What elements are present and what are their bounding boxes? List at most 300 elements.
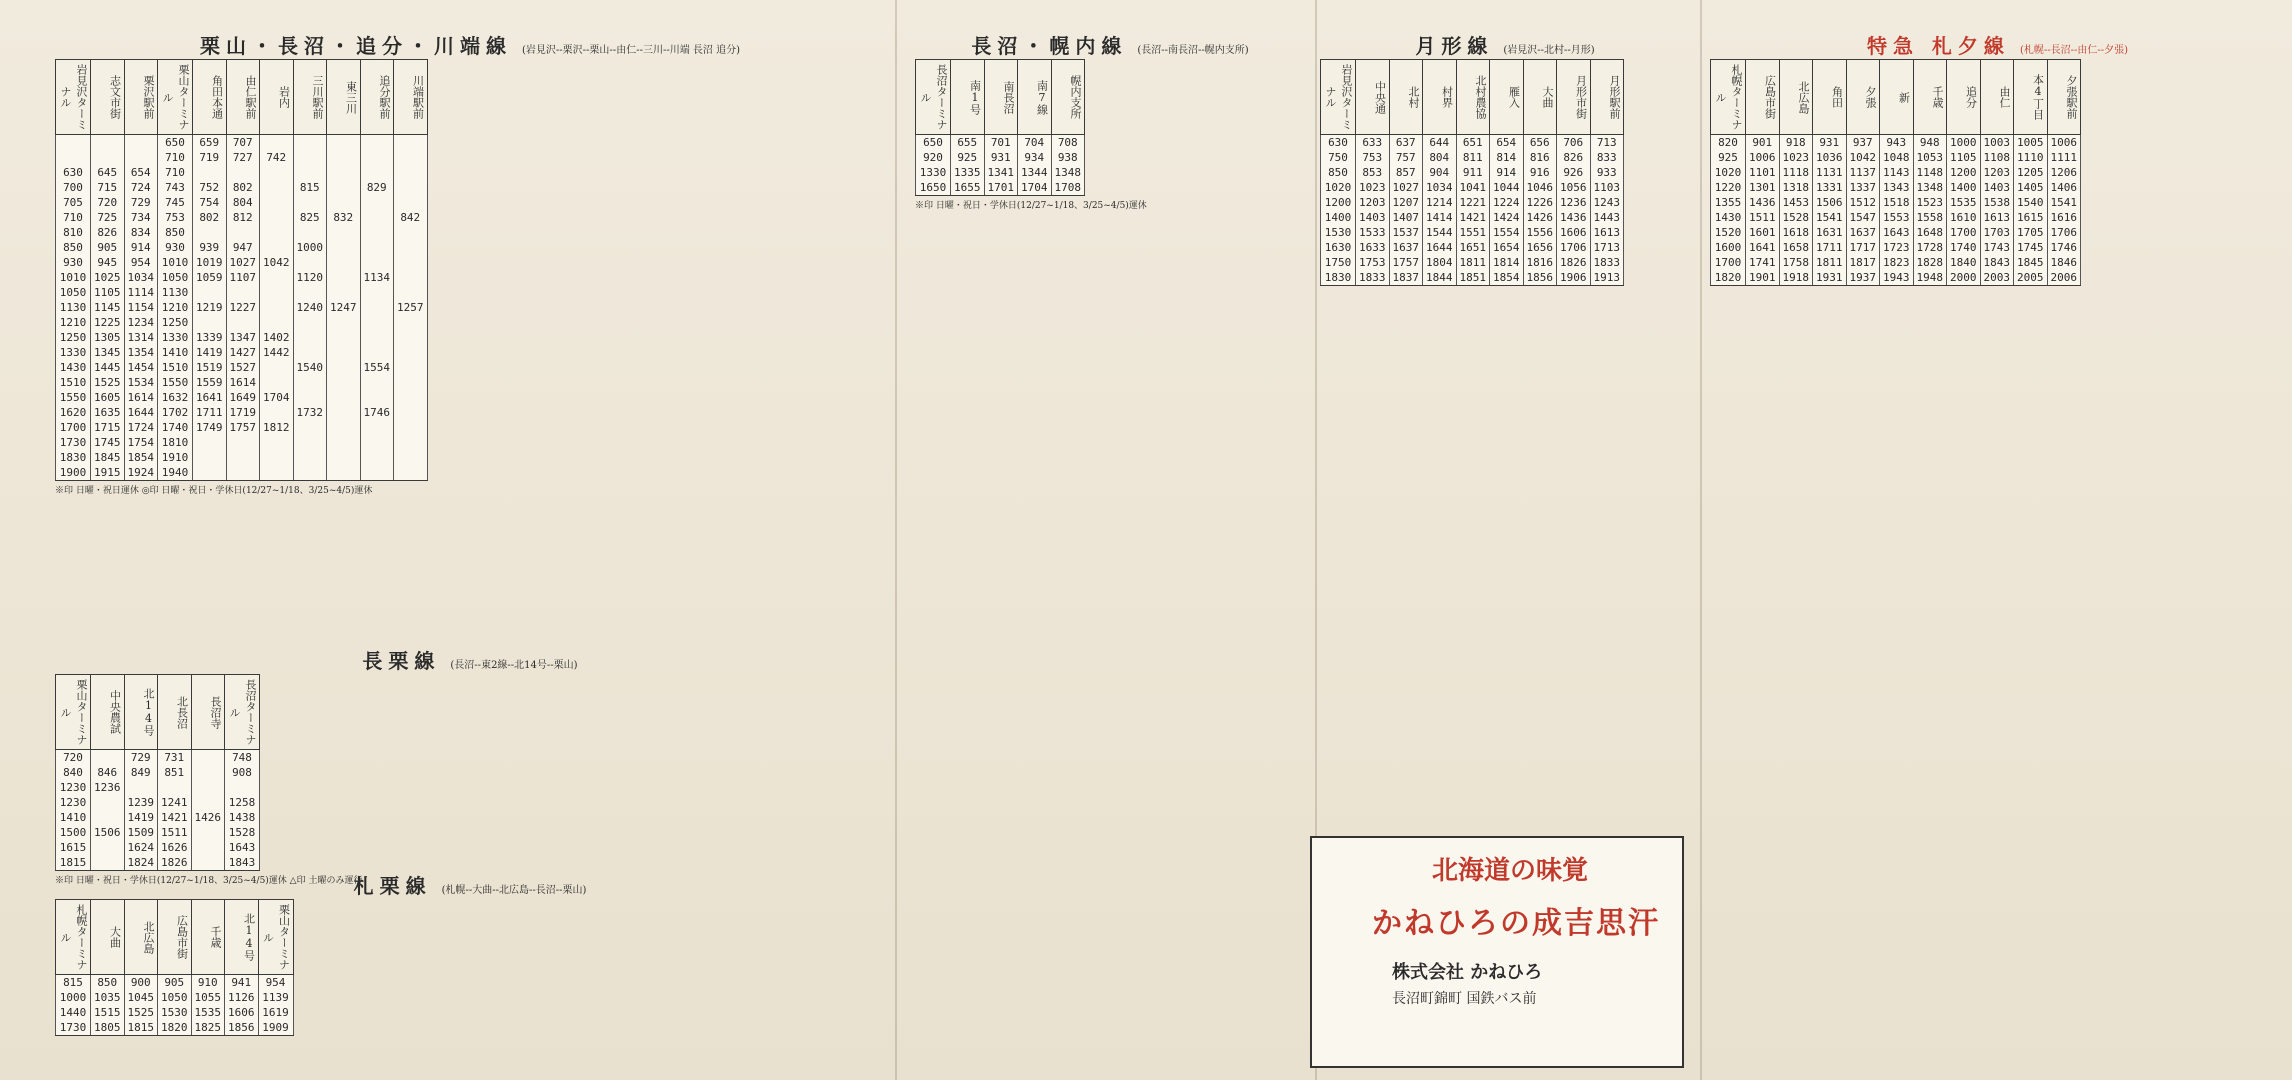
table-row (56, 750, 260, 766)
time-cell (327, 405, 361, 420)
table-row (916, 135, 1085, 151)
time-cell: 1700 (56, 420, 91, 435)
time-cell: 1538 (1980, 195, 2014, 210)
time-cell: 1619 (258, 1005, 293, 1020)
column-header: 岩見沢ターミナル (56, 60, 91, 135)
time-cell: 925 (951, 150, 985, 165)
time-cell: 1804 (1423, 255, 1457, 270)
time-cell: 1704 (1018, 180, 1052, 196)
time-cell: 1443 (1590, 210, 1624, 225)
time-cell: 1105 (91, 285, 125, 300)
time-cell: 1200 (1947, 165, 1981, 180)
column-header: 北長沼 (158, 675, 192, 750)
time-cell: 1403 (1980, 180, 2014, 195)
time-cell: 706 (1557, 135, 1591, 151)
time-cell: 753 (1356, 150, 1390, 165)
time-cell (360, 330, 394, 345)
column-header: 岩見沢ターミナル (1321, 60, 1356, 135)
time-cell: 1837 (1389, 270, 1423, 286)
time-cell: 1530 (1321, 225, 1356, 240)
table-row (1711, 165, 2081, 180)
time-cell: 1036 (1813, 150, 1847, 165)
time-cell: 1206 (2047, 165, 2081, 180)
time-cell: 834 (124, 225, 158, 240)
time-cell: 1402 (260, 330, 294, 345)
time-cell: 1006 (1746, 150, 1780, 165)
time-cell: 1048 (1880, 150, 1914, 165)
time-cell (327, 240, 361, 255)
time-cell: 1901 (1746, 270, 1780, 286)
table-row (1711, 225, 2081, 240)
time-cell: 1743 (1980, 240, 2014, 255)
table-row (1711, 270, 2081, 286)
time-cell: 654 (1490, 135, 1524, 151)
time-cell: 1656 (1523, 240, 1557, 255)
time-cell: 1700 (1711, 255, 1746, 270)
time-cell: 1224 (1490, 195, 1524, 210)
time-cell: 1700 (1947, 225, 1981, 240)
time-cell: 1506 (1813, 195, 1847, 210)
kuriyama-line-panel (55, 30, 885, 496)
time-cell (91, 135, 125, 151)
table-row (1321, 195, 1624, 210)
time-cell: 1341 (984, 165, 1018, 180)
time-cell: 815 (293, 180, 327, 195)
column-header: 大曲 (91, 900, 125, 975)
timetable (55, 674, 260, 871)
column-header: 志文市街 (91, 60, 125, 135)
time-cell: 826 (1557, 150, 1591, 165)
time-cell: 1706 (2047, 225, 2081, 240)
time-cell: 1940 (158, 465, 193, 481)
time-cell (193, 285, 227, 300)
time-cell: 1405 (2014, 180, 2048, 195)
time-cell (360, 345, 394, 360)
table-row (56, 765, 260, 780)
time-cell: 1445 (91, 360, 125, 375)
time-cell: 731 (158, 750, 192, 766)
time-cell (56, 135, 91, 151)
table-row (56, 270, 428, 285)
time-cell: 1240 (293, 300, 327, 315)
time-cell: 1219 (193, 300, 227, 315)
time-cell: 1633 (1356, 240, 1390, 255)
time-cell: 1203 (1980, 165, 2014, 180)
time-cell (260, 285, 294, 300)
time-cell: 1045 (124, 990, 158, 1005)
time-cell: 901 (1746, 135, 1780, 151)
time-cell: 1826 (1557, 255, 1591, 270)
table-row (56, 450, 428, 465)
time-cell: 1615 (56, 840, 91, 855)
table-row (56, 465, 428, 481)
time-cell: 1453 (1779, 195, 1813, 210)
time-cell: 1550 (158, 375, 193, 390)
time-cell (327, 225, 361, 240)
table-row (56, 1005, 294, 1020)
time-cell (360, 210, 394, 225)
time-cell: 1631 (1813, 225, 1847, 240)
time-cell (394, 360, 428, 375)
time-cell: 1035 (91, 990, 125, 1005)
time-cell: 1535 (1947, 195, 1981, 210)
time-cell: 1851 (1456, 270, 1490, 286)
timetable (55, 899, 294, 1036)
time-cell: 1344 (1018, 165, 1052, 180)
time-cell: 1148 (1913, 165, 1947, 180)
time-cell: 1103 (1590, 180, 1624, 195)
column-header: 千歳 (191, 900, 225, 975)
time-cell: 1704 (260, 390, 294, 405)
time-cell (360, 300, 394, 315)
time-cell: 1250 (56, 330, 91, 345)
time-cell: 743 (158, 180, 193, 195)
time-cell: 1044 (1490, 180, 1524, 195)
time-cell: 1130 (56, 300, 91, 315)
time-cell (193, 315, 227, 330)
time-cell (293, 165, 327, 180)
column-header: 雁入 (1490, 60, 1524, 135)
time-cell: 908 (225, 765, 260, 780)
time-cell: 934 (1018, 150, 1052, 165)
time-cell: 802 (226, 180, 260, 195)
time-cell: 1050 (56, 285, 91, 300)
time-cell: 701 (984, 135, 1018, 151)
table-row (56, 315, 428, 330)
column-header: 夕張 (1846, 60, 1880, 135)
time-cell (260, 375, 294, 390)
time-cell (91, 810, 125, 825)
time-cell (327, 195, 361, 210)
table-row (56, 255, 428, 270)
time-cell: 1616 (2047, 210, 2081, 225)
time-cell: 1948 (1913, 270, 1947, 286)
time-cell (360, 390, 394, 405)
time-cell (91, 750, 125, 766)
time-cell: 1019 (193, 255, 227, 270)
time-cell: 943 (1880, 135, 1914, 151)
time-cell: 1541 (1813, 210, 1847, 225)
time-cell (327, 420, 361, 435)
time-cell: 1421 (1456, 210, 1490, 225)
time-cell: 1410 (158, 345, 193, 360)
time-cell (394, 435, 428, 450)
time-cell: 832 (327, 210, 361, 225)
time-cell (394, 465, 428, 481)
time-cell: 645 (91, 165, 125, 180)
time-cell (260, 180, 294, 195)
time-cell (394, 375, 428, 390)
time-cell: 1550 (56, 390, 91, 405)
time-cell (191, 765, 225, 780)
time-cell: 1247 (327, 300, 361, 315)
time-cell (394, 195, 428, 210)
panel-title: 札栗線 (札幌--大曲--北広島--長沼--栗山) (353, 874, 587, 898)
time-cell: 2000 (1947, 270, 1981, 286)
time-cell: 1655 (951, 180, 985, 196)
sakkuri-line-panel (55, 870, 885, 1036)
time-cell (394, 285, 428, 300)
time-cell: 926 (1557, 165, 1591, 180)
time-cell: 1430 (56, 360, 91, 375)
time-cell: 930 (56, 255, 91, 270)
time-cell: 910 (191, 975, 225, 991)
table-row (56, 210, 428, 225)
time-cell: 1624 (124, 840, 158, 855)
table-row (56, 435, 428, 450)
column-header: 追分 (1947, 60, 1981, 135)
time-cell: 938 (1051, 150, 1085, 165)
time-cell: 1301 (1746, 180, 1780, 195)
table-row (56, 420, 428, 435)
table-row (1321, 180, 1624, 195)
time-cell: 1618 (1779, 225, 1813, 240)
time-cell: 1746 (2047, 240, 2081, 255)
time-cell: 659 (193, 135, 227, 151)
ad-address: 長沼町錦町 国鉄バス前 (1392, 991, 1537, 1007)
time-cell (260, 135, 294, 151)
time-cell: 1436 (1557, 210, 1591, 225)
panel-title: 長栗線 (長沼--東2線--北14号--栗山) (362, 649, 578, 673)
time-cell: 1534 (124, 375, 158, 390)
time-cell: 1854 (1490, 270, 1524, 286)
time-cell: 1833 (1356, 270, 1390, 286)
ad-company: 株式会社 かねひろ (1392, 962, 1543, 983)
time-cell: 754 (193, 195, 227, 210)
table-row (1711, 180, 2081, 195)
time-cell: 1220 (1711, 180, 1746, 195)
time-cell: 651 (1456, 135, 1490, 151)
time-cell: 1613 (1980, 210, 2014, 225)
time-cell: 1236 (91, 780, 125, 795)
time-cell: 1824 (124, 855, 158, 871)
time-cell (394, 225, 428, 240)
table-row (1321, 210, 1624, 225)
time-cell: 1537 (1389, 225, 1423, 240)
time-cell: 850 (56, 240, 91, 255)
time-cell: 1230 (56, 795, 91, 810)
time-cell (360, 150, 394, 165)
time-cell: 1820 (158, 1020, 192, 1036)
time-cell: 644 (1423, 135, 1457, 151)
time-cell: 1606 (225, 1005, 259, 1020)
column-header: 北村農協 (1456, 60, 1490, 135)
time-cell: 1643 (1880, 225, 1914, 240)
time-cell: 1355 (1711, 195, 1746, 210)
column-header: 夕張駅前 (2047, 60, 2081, 135)
time-cell: 804 (1423, 150, 1457, 165)
time-cell (360, 165, 394, 180)
time-cell: 1511 (1746, 210, 1780, 225)
time-cell (260, 315, 294, 330)
table-row (1321, 255, 1624, 270)
time-cell: 849 (124, 765, 158, 780)
time-cell: 1042 (1846, 150, 1880, 165)
time-cell (360, 195, 394, 210)
table-row (916, 180, 1085, 196)
time-cell (293, 465, 327, 481)
time-cell: 1314 (124, 330, 158, 345)
time-cell: 1230 (56, 780, 91, 795)
time-cell (91, 795, 125, 810)
column-header: 中央通 (1356, 60, 1390, 135)
panel-title: 月形線 (岩見沢--北村--月形) (1415, 34, 1595, 58)
time-cell: 1757 (226, 420, 260, 435)
time-cell: 829 (360, 180, 394, 195)
time-cell: 1335 (951, 165, 985, 180)
time-cell: 1034 (1423, 180, 1457, 195)
time-cell: 1027 (226, 255, 260, 270)
time-cell (260, 300, 294, 315)
time-cell: 1854 (124, 450, 158, 465)
time-cell: 727 (226, 150, 260, 165)
column-header: 札幌ターミナル (56, 900, 91, 975)
time-cell: 1520 (1711, 225, 1746, 240)
time-cell: 1931 (1813, 270, 1847, 286)
time-cell: 1626 (158, 840, 192, 855)
time-cell: 1041 (1456, 180, 1490, 195)
time-cell: 1910 (158, 450, 193, 465)
time-cell: 1210 (158, 300, 193, 315)
time-cell: 1414 (1423, 210, 1457, 225)
time-cell (260, 270, 294, 285)
time-cell (327, 465, 361, 481)
time-cell: 930 (158, 240, 193, 255)
time-cell: 1719 (226, 405, 260, 420)
time-cell: 1407 (1389, 210, 1423, 225)
time-cell: 1046 (1523, 180, 1557, 195)
advertisement (1310, 836, 1684, 1068)
column-header: 追分駅前 (360, 60, 394, 135)
time-cell: 1345 (91, 345, 125, 360)
time-cell: 1454 (124, 360, 158, 375)
time-cell: 2003 (1980, 270, 2014, 286)
time-cell: 1745 (2014, 240, 2048, 255)
time-cell: 811 (1456, 150, 1490, 165)
time-cell (360, 285, 394, 300)
time-cell: 1137 (1846, 165, 1880, 180)
time-cell (293, 390, 327, 405)
time-cell (327, 150, 361, 165)
time-cell (193, 435, 227, 450)
table-row (56, 390, 428, 405)
time-cell: 804 (226, 195, 260, 210)
time-cell: 1732 (293, 405, 327, 420)
time-cell (293, 315, 327, 330)
time-cell: 853 (1356, 165, 1390, 180)
time-cell: 1110 (2014, 150, 2048, 165)
time-cell: 1706 (1557, 240, 1591, 255)
time-cell: 810 (56, 225, 91, 240)
time-cell: 925 (1711, 150, 1746, 165)
time-cell: 1943 (1880, 270, 1914, 286)
time-cell: 710 (158, 165, 193, 180)
time-cell: 1421 (158, 810, 192, 825)
time-cell (56, 150, 91, 165)
time-cell: 1637 (1846, 225, 1880, 240)
time-cell (226, 435, 260, 450)
time-cell: 833 (1590, 150, 1624, 165)
time-cell (327, 435, 361, 450)
note: ※印 日曜・祝日運休 ◎印 日曜・祝日・学休日(12/27~1/18、3/25~4/5)運休 (55, 486, 373, 496)
time-cell: 1900 (56, 465, 91, 481)
time-cell: 1424 (1490, 210, 1524, 225)
time-cell: 900 (124, 975, 158, 991)
column-header: 広島市街 (158, 900, 192, 975)
time-cell: 1515 (91, 1005, 125, 1020)
time-cell: 1337 (1846, 180, 1880, 195)
table-row (56, 825, 260, 840)
table-row (1711, 210, 2081, 225)
time-cell: 1510 (56, 375, 91, 390)
table-row (56, 375, 428, 390)
time-cell: 1050 (158, 270, 193, 285)
time-cell (394, 180, 428, 195)
time-cell: 729 (124, 750, 158, 766)
time-cell: 840 (56, 765, 91, 780)
time-cell: 1600 (1711, 240, 1746, 255)
time-cell: 1918 (1779, 270, 1813, 286)
ad-headline: 北海道の味覚 (1432, 856, 1589, 886)
time-cell (193, 465, 227, 481)
time-cell: 1258 (225, 795, 260, 810)
time-cell: 1000 (1947, 135, 1981, 151)
time-cell: 802 (193, 210, 227, 225)
time-cell: 1816 (1523, 255, 1557, 270)
time-cell: 1400 (1947, 180, 1981, 195)
time-cell: 1419 (193, 345, 227, 360)
time-cell: 1131 (1813, 165, 1847, 180)
time-cell: 1844 (1423, 270, 1457, 286)
time-cell: 1758 (1779, 255, 1813, 270)
time-cell: 1812 (260, 420, 294, 435)
table-row (56, 975, 294, 991)
time-cell (327, 345, 361, 360)
time-cell: 1856 (225, 1020, 259, 1036)
column-header: 栗山ターミナル (56, 675, 91, 750)
time-cell: 1547 (1846, 210, 1880, 225)
time-cell (327, 135, 361, 151)
time-cell (193, 225, 227, 240)
column-header: 中央農試 (91, 675, 125, 750)
time-cell: 1615 (2014, 210, 2048, 225)
time-cell: 1243 (1590, 195, 1624, 210)
time-cell: 933 (1590, 165, 1624, 180)
time-cell: 812 (226, 210, 260, 225)
time-cell: 1509 (124, 825, 158, 840)
time-cell: 715 (91, 180, 125, 195)
time-cell (191, 795, 225, 810)
time-cell: 1436 (1746, 195, 1780, 210)
column-header: 北14号 (225, 900, 259, 975)
column-header: 千歳 (1913, 60, 1947, 135)
time-cell: 1330 (158, 330, 193, 345)
time-cell: 939 (193, 240, 227, 255)
time-cell: 1753 (1356, 255, 1390, 270)
fold-line (895, 0, 897, 1080)
time-cell: 1605 (91, 390, 125, 405)
time-cell: 1006 (2047, 135, 2081, 151)
time-cell: 911 (1456, 165, 1490, 180)
time-cell: 1210 (56, 315, 91, 330)
time-cell: 1650 (916, 180, 951, 196)
time-cell (91, 150, 125, 165)
time-cell: 1551 (1456, 225, 1490, 240)
time-cell: 1559 (193, 375, 227, 390)
time-cell (394, 255, 428, 270)
time-cell: 1654 (1490, 240, 1524, 255)
time-cell: 1614 (124, 390, 158, 405)
